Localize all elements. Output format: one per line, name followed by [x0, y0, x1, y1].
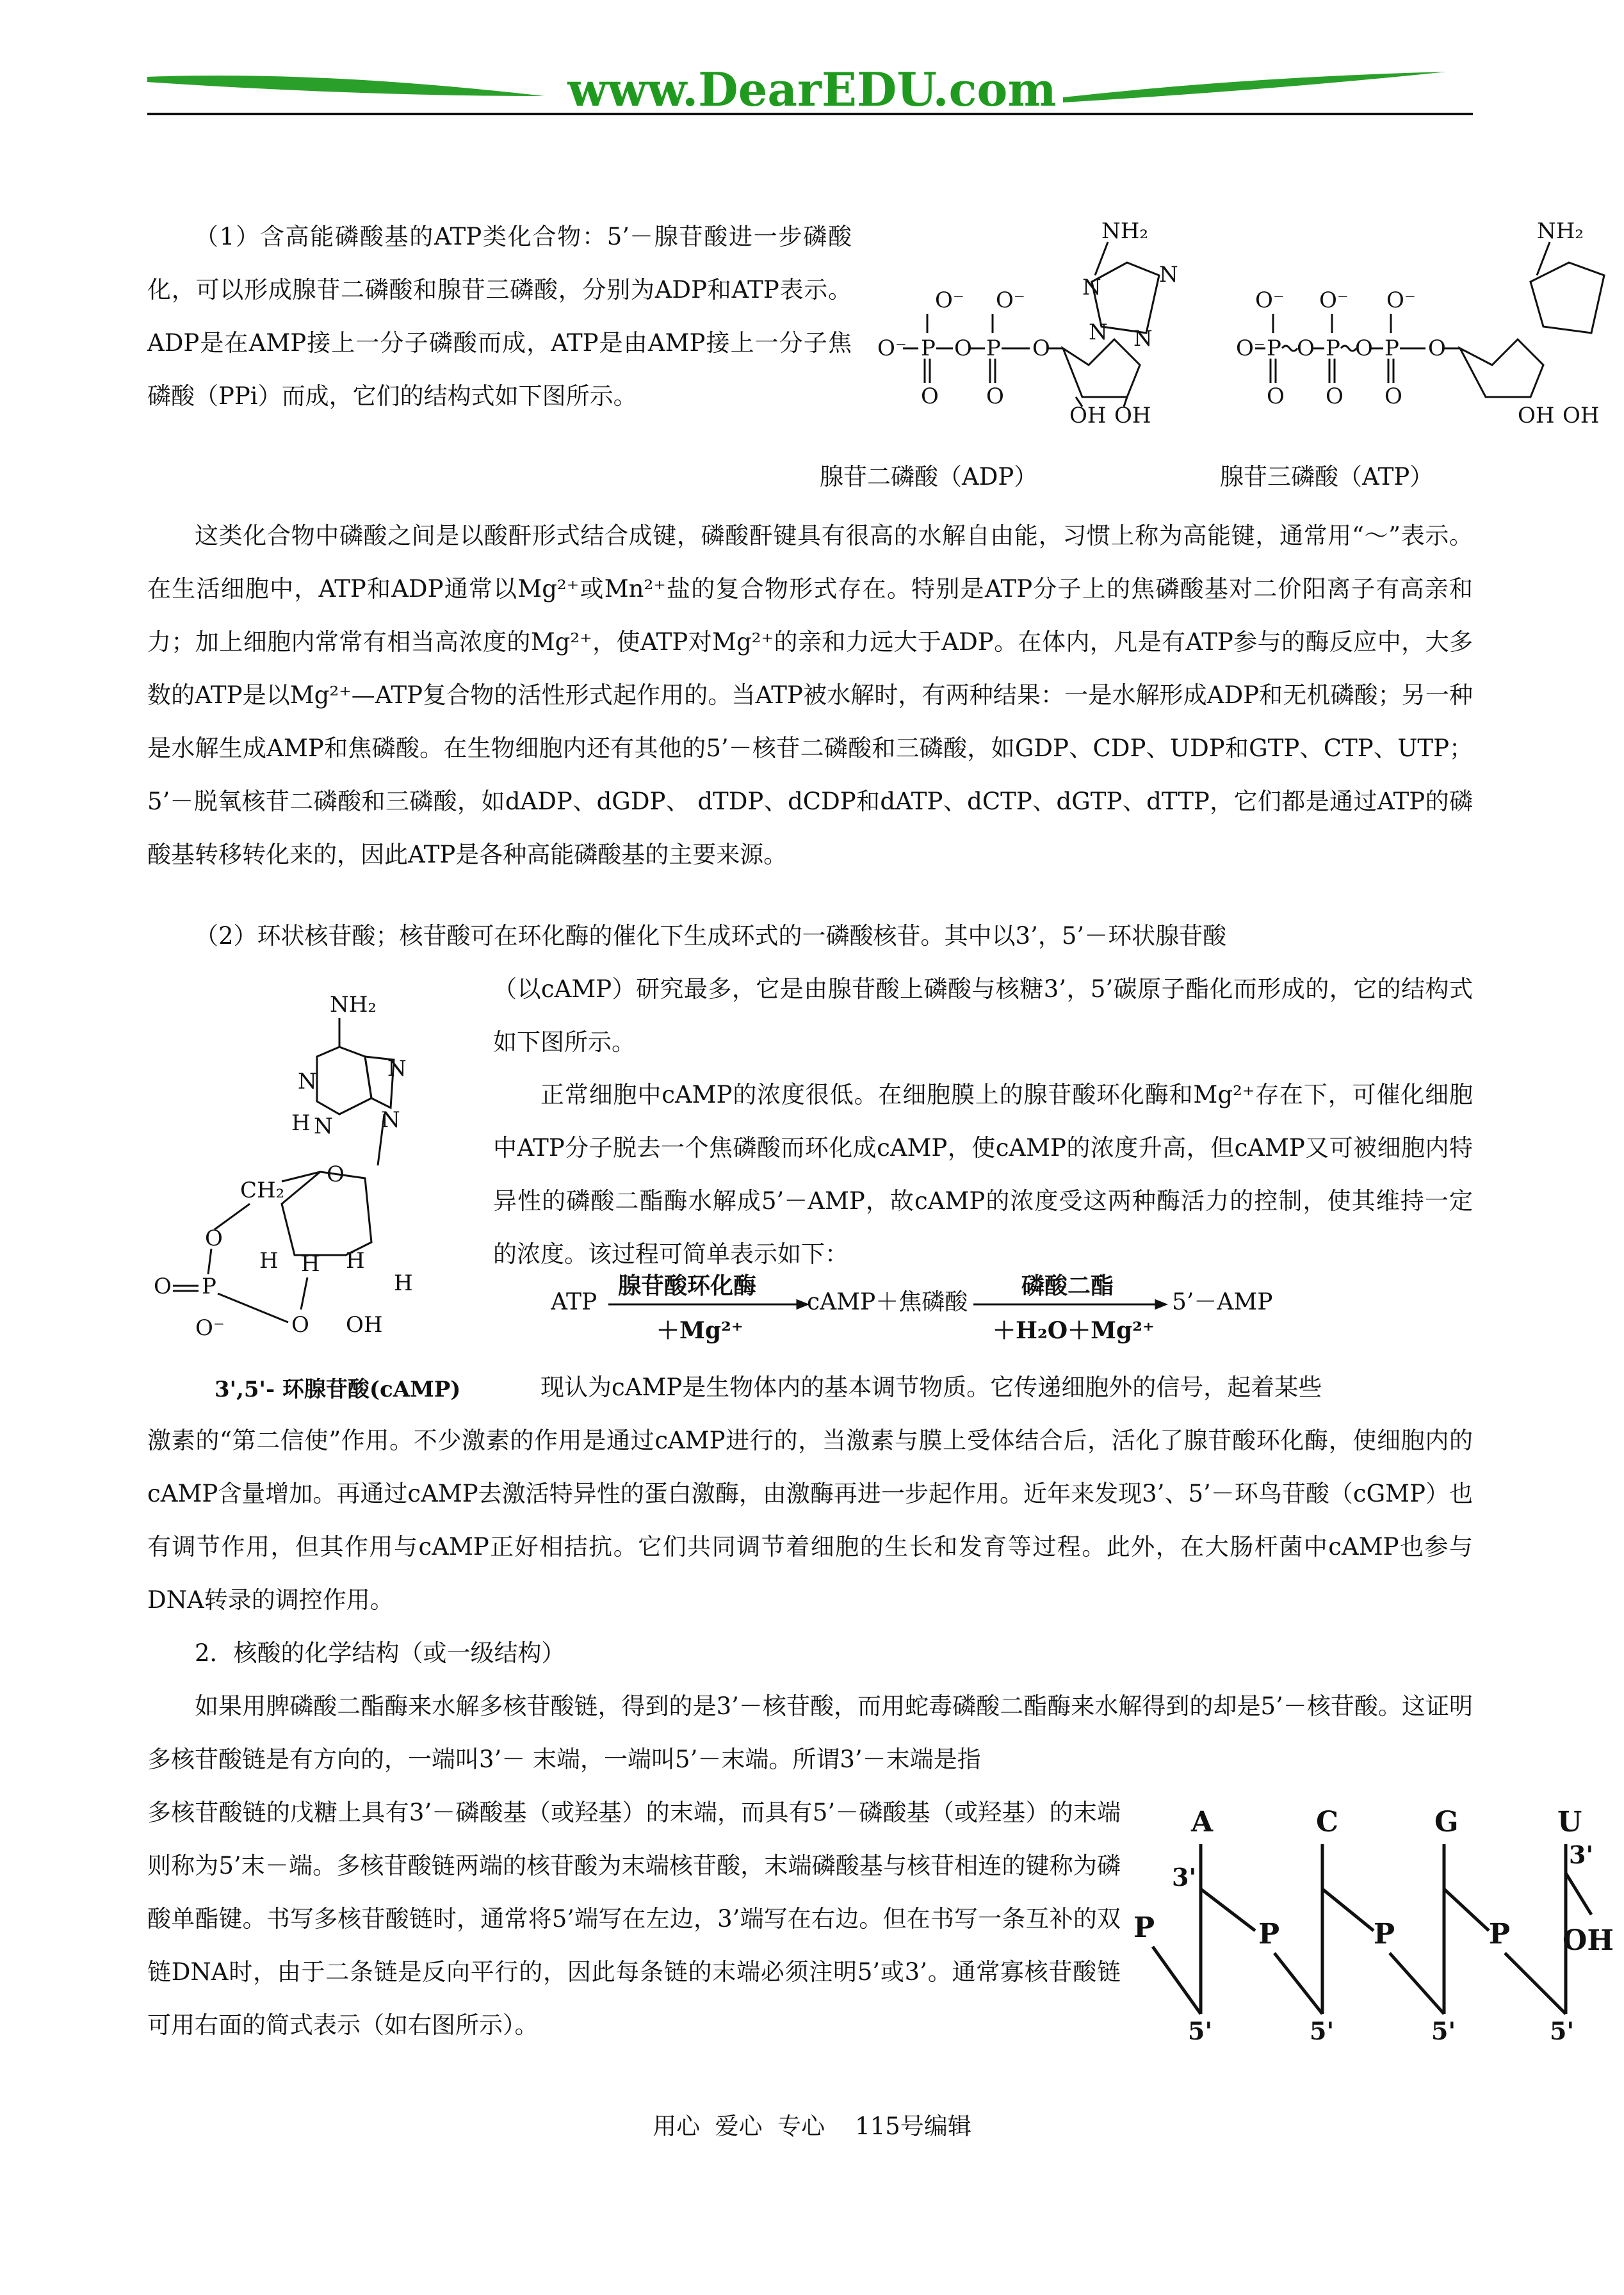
svg-text:O⁻: O⁻ [1236, 336, 1265, 361]
svg-text:H: H [259, 1248, 279, 1274]
atp-structure-figure [1236, 211, 1620, 455]
svg-text:O: O [1428, 336, 1446, 361]
svg-text:H: H [346, 1248, 365, 1274]
adp-caption: 腺苷二磷酸（ADP） [820, 463, 1038, 491]
svg-text:O: O [205, 1226, 223, 1251]
svg-text:O: O [1267, 384, 1285, 409]
svg-text:O: O [154, 1274, 172, 1299]
svg-text:O⁻: O⁻ [996, 288, 1025, 313]
base-a: A [1191, 1806, 1214, 1838]
polynucleotide-direction-paragraph: 如果用脾磷酸二酯酶来水解多核苷酸链，得到的是3’－核苷酸，而用蛇毒磷酸二酯酶来水解得到的却是5’－核苷酸。这证明多核苷酸链是有方向的，一端叫3’－ 末端，一端叫5’－末端。所谓3’－末端是指 [147, 1692, 1473, 1773]
svg-text:O: O [1032, 336, 1050, 361]
base-c: C [1316, 1806, 1339, 1838]
header-swoosh-right [1063, 72, 1447, 102]
reaction-product: 5’－AMP [1172, 1289, 1273, 1315]
section-heading-primary-structure: 2．核酸的化学结构（或一级结构） [195, 1639, 565, 1667]
svg-text:P: P [921, 336, 936, 361]
svg-text:O⁻: O⁻ [935, 288, 964, 313]
svg-text:N: N [1133, 326, 1153, 352]
svg-text:N: N [1089, 320, 1108, 345]
three-prime-oh: OH [1563, 1924, 1614, 1957]
svg-text:N: N [1159, 262, 1178, 288]
svg-text:O: O [921, 384, 939, 409]
svg-text:5': 5' [1310, 2016, 1335, 2045]
svg-text:P: P [202, 1274, 216, 1299]
site-header-banner [0, 0, 1624, 134]
svg-text:N: N [1082, 275, 1101, 300]
svg-text:5': 5' [1431, 2016, 1456, 2045]
svg-text:O: O [1355, 336, 1373, 361]
svg-text:O: O [986, 384, 1004, 409]
svg-text:5': 5' [1550, 2016, 1575, 2045]
reaction-reactant: ATP [551, 1289, 597, 1315]
svg-text:OH: OH [1114, 403, 1151, 428]
reaction-intermediate: cAMP＋焦磷酸 [807, 1289, 968, 1315]
svg-text:P: P [1326, 336, 1340, 361]
reaction-cond1: ＋Mg²⁺ [656, 1317, 743, 1344]
svg-text:OH: OH [1518, 403, 1555, 428]
svg-text:O⁻: O⁻ [1386, 288, 1416, 313]
svg-text:O: O [1384, 384, 1402, 409]
svg-text:N: N [314, 1114, 333, 1139]
svg-text:N: N [387, 1056, 407, 1082]
svg-text:P: P [1258, 1918, 1280, 1950]
svg-text:NH₂: NH₂ [330, 992, 377, 1018]
svg-text:3': 3' [1569, 1840, 1594, 1869]
camp-concentration-paragraph: 正常细胞中cAMP的浓度很低。在细胞膜上的腺苷酸环化酶和Mg²⁺存在下，可催化细胞中ATP分子脱去一个焦磷酸而环化成cAMP，使cAMP的浓度升高，但cAMP又可被细胞内特异性的磷酸二酯酶水解成5’－AMP，故cAMP的浓度受这两种酶活力的控制，使其维持一定的浓度。该过程可简单表示如下： [493, 1081, 1473, 1268]
polynucleotide-side-paragraph: 多核苷酸链的戊糖上具有3’－磷酸基（或羟基）的末端，而具有5’－磷酸基（或羟基）的末端则称为5’末－端。多核苷酸链两端的核苷酸为末端核苷酸，末端磷酸基与核苷相连的键称为磷酸单酯键。书写多核苷酸链时，通常将5’端写在左边，3’端写在右边。但在书写一条互补的双链DNA时，由于二条链是反向平行的，因此每条链的末端必须注明5’或3’。通常寡核苷酸链可用右面的简式表示（如右图所示）。 [147, 1799, 1121, 2039]
svg-text:3': 3' [1172, 1863, 1197, 1892]
svg-text:H: H [301, 1251, 320, 1277]
svg-text:P: P [1267, 336, 1281, 361]
svg-text:P: P [986, 336, 1001, 361]
svg-text:O: O [1326, 384, 1344, 409]
svg-text:OH: OH [1069, 403, 1107, 428]
page-footer: 用心 爱心 专心 115号编辑 [653, 2113, 971, 2140]
high-energy-bond-paragraph: 这类化合物中磷酸之间是以酸酐形式结合成键，磷酸酐键具有很高的水解自由能，习惯上称为高能键，通常用“～”表示。在生活细胞中，ATP和ADP通常以Mg²⁺或Mn²⁺盐的复合物形式存在。特别是ATP分子上的焦磷酸基对二价阳离子有高亲和力；加上细胞内常常有相当高浓度的Mg²⁺，使ATP对Mg²⁺的亲和力远大于ADP。在体内，凡是有ATP参与的酶反应中，大多数的ATP是以Mg²⁺—ATP复合物的活性形式起作用的。当ATP被水解时，有两种结果：一是水解形成ADP和无机磷酸；另一种是水解生成AMP和焦磷酸。在生物细胞内还有其他的5’－核苷二磷酸和三磷酸，如GDP、CDP、UDP和GTP、CTP、UTP；5’－脱氧核苷二磷酸和三磷酸，如dADP、dGDP、 dTDP、dCDP和dATP、dCTP、dGTP、dTTP，它们都是通过ATP的磷酸基转移转化来的，因此ATP是各种高能磷酸基的主要来源。 [147, 522, 1473, 868]
reaction-enzyme2: 磷酸二酯 [1021, 1272, 1114, 1299]
svg-text:P: P [1374, 1918, 1395, 1950]
camp-caption: 3',5'- 环腺苷酸(cAMP) [215, 1377, 461, 1402]
svg-text:OH: OH [1563, 403, 1600, 428]
svg-text:O: O [954, 336, 972, 361]
svg-text:O⁻: O⁻ [1319, 288, 1349, 313]
svg-text:H: H [394, 1270, 413, 1296]
svg-text:P: P [1384, 336, 1399, 361]
svg-text:O⁻: O⁻ [877, 336, 907, 361]
cyclic-nucleotide-intro: （2）环状核苷酸；核苷酸可在环化酶的催化下生成环式的一磷酸核苷。其中以3’，5’－环状腺苷酸 [195, 922, 1227, 950]
site-logo-text[interactable]: www.DearEDU.com [567, 62, 1057, 117]
camp-reaction-scheme [551, 1258, 1473, 1361]
svg-text:OH: OH [346, 1312, 383, 1338]
svg-text:NH₂: NH₂ [1537, 218, 1584, 244]
adp-structure-figure [871, 211, 1230, 455]
svg-text:O: O [327, 1162, 345, 1187]
second-messenger-start: 现认为cAMP是生物体内的基本调节物质。它传递细胞外的信号，起着某些 [540, 1374, 1322, 1401]
svg-text:N: N [381, 1107, 400, 1133]
svg-text:N: N [298, 1069, 317, 1094]
svg-text:NH₂: NH₂ [1101, 218, 1149, 244]
svg-text:O: O [1297, 336, 1315, 361]
svg-text:H: H [291, 1110, 311, 1136]
cyclic-nucleotide-intro-cont: （以cAMP）研究最多，它是由腺苷酸上磷酸与核糖3’，5’碳原子酯化而形成的，它的结构式如下图所示。 [493, 975, 1473, 1056]
oligonucleotide-chain-figure [1127, 1793, 1624, 2062]
svg-text:P: P [1489, 1918, 1511, 1950]
camp-structure-figure [154, 986, 487, 1370]
svg-text:O⁻: O⁻ [195, 1315, 225, 1341]
reaction-enzyme1: 腺苷酸环化酶 [618, 1272, 757, 1299]
svg-text:O⁻: O⁻ [1255, 288, 1285, 313]
svg-text:P: P [1133, 1911, 1155, 1944]
svg-text:5': 5' [1188, 2016, 1213, 2045]
base-g: G [1434, 1806, 1459, 1838]
reaction-cond2: ＋H₂O＋Mg²⁺ [993, 1317, 1155, 1344]
svg-text:CH₂: CH₂ [240, 1178, 285, 1203]
header-swoosh-left [147, 76, 544, 96]
atp-caption: 腺苷三磷酸（ATP） [1220, 463, 1434, 491]
atp-intro-paragraph: （1）含高能磷酸基的ATP类化合物：5’－腺苷酸进一步磷酸化，可以形成腺苷二磷酸和腺苷三磷酸，分别为ADP和ATP表示。ADP是在AMP接上一分子磷酸而成，ATP是由AMP接上一分子焦磷酸（PPi）而成，它们的结构式如下图所示。 [147, 223, 852, 410]
second-messenger-paragraph: 激素的“第二信使”作用。不少激素的作用是通过cAMP进行的，当激素与膜上受体结合后，活化了腺苷酸环化酶，使细胞内的cAMP含量增加。再通过cAMP去激活特异性的蛋白激酶，由激酶再进一步起作用。近年来发现3’、5’－环鸟苷酸（cGMP）也有调节作用，但其作用与cAMP正好相拮抗。它们共同调节着细胞的生长和发育等过程。此外，在大肠杆菌中cAMP也参与DNA转录的调控作用。 [147, 1427, 1473, 1614]
base-u: U [1557, 1806, 1582, 1838]
svg-text:O: O [291, 1312, 309, 1338]
